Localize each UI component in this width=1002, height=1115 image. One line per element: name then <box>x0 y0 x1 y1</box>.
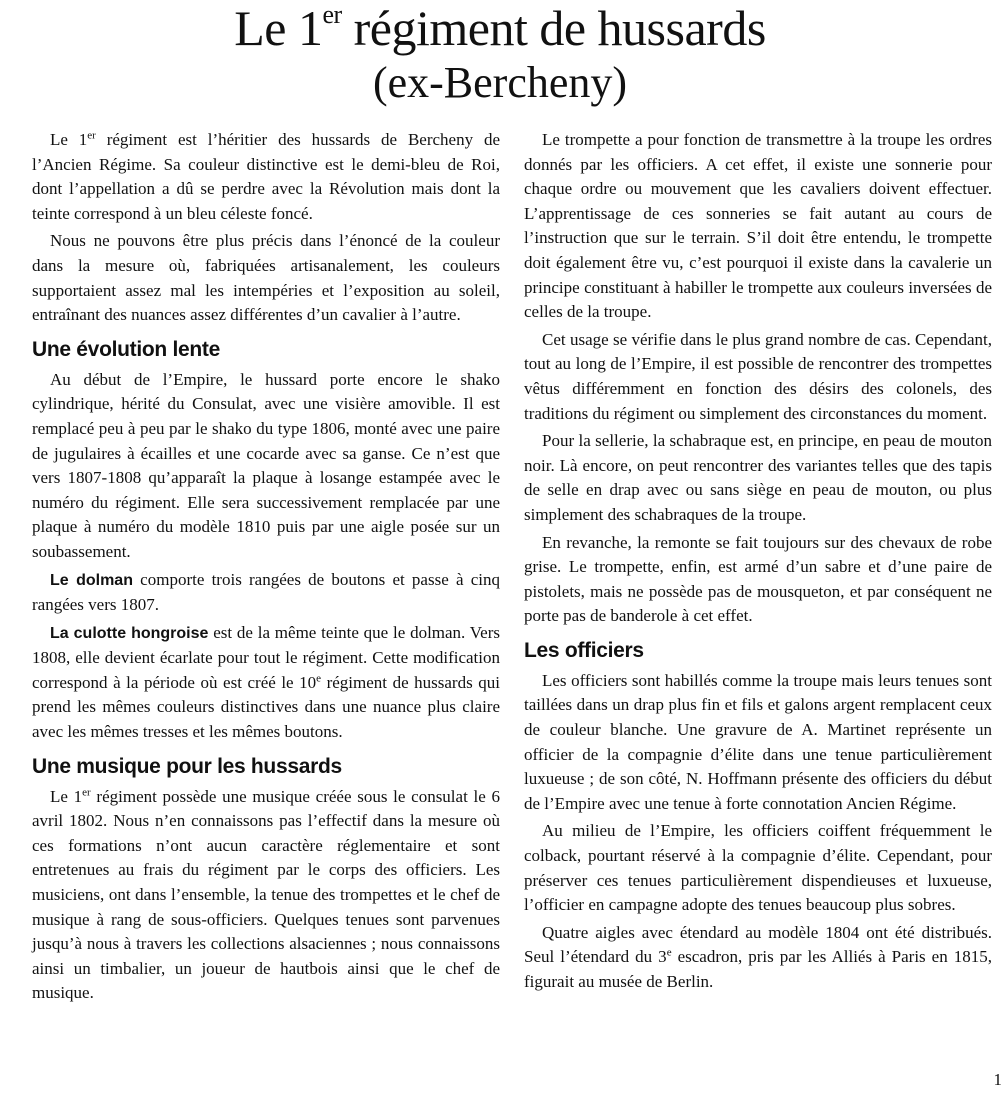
superscript: er <box>87 129 96 142</box>
paragraph <box>32 785 500 1006</box>
section-heading: Une musique pour les hussards <box>32 754 342 778</box>
superscript: e <box>316 672 322 685</box>
text-run: Le 1 <box>50 786 83 806</box>
left-column <box>32 128 500 1009</box>
paragraph: Nous ne pouvons être plus précis dans l’énoncé de la couleur dans la mesure où, fabriquées artisanalement, les couleurs supportaient assez mal les intempéries et l’exposition au soleil, entraînant des nuances assez différentes d’un cavalier à l’autre. <box>32 231 500 325</box>
superscript: er <box>82 786 91 798</box>
paragraph <box>32 621 500 745</box>
bold-term: Le dolman <box>50 571 133 589</box>
paragraph: En revanche, la remonte se fait toujours sur des chevaux de robe grise. Le trompette, enfin, est armé d’un sabre et d’une paire de pistolets, mais ne possède pas de mousqueton, et par conséquent ne porte pas de banderole à cet effet. <box>524 532 992 626</box>
text-run: régiment de hussards qui prend les mêmes couleurs distinctives dans une nuance plus claire avec les mêmes tresses et les mêmes boutons. <box>32 672 500 742</box>
superscript: e <box>666 946 672 959</box>
paragraph <box>32 568 500 618</box>
paragraph: Au début de l’Empire, le hussard porte encore le shako cylindrique, hérité du Consulat, avec une visière amovible. Il est remplacé peu à peu par le shako du type 1806, monté avec une paire de jugulaires à écailles et une cocarde avec sa ganse. Ce n’est que vers 1807-1808 qu’apparaît la plaque à losange estampée avec le numéro du régiment. Elle sera successivement remplacée par une plaque à numéro du modèle 1810 puis par une aigle posée sur un soubassement. <box>32 369 500 561</box>
title-prefix: Le 1 <box>234 0 323 56</box>
text-run: régiment est l’héritier des hussards de Bercheny de l’Ancien Régime. Sa couleur distinctive est le demi-bleu de Roi, dont l’appellation a dû se perdre avec la Révolution mais dont la teinte correspond à un bleu céleste foncé. <box>32 130 500 223</box>
text-run: Le 1 <box>50 130 88 149</box>
text-run: régiment possède une musique créée sous le consulat le 6 avril 1802. Nous n’en connaissons pas l’effectif dans la mesure où ces formations n’ont aucun caractère réglementaire et sont entretenues au frais du régiment par le corps des officiers. Les musiciens, ont dans l’ensemble, la tenue des trompettes et le chef de musique à rang de sous-officiers. Quelques tenues sont parvenues jusqu’à nous à travers les collections alsaciennes ; nous connaissons ainsi un timbalier, un joueur de hautbois ainsi que le chef de musique. <box>32 786 500 1003</box>
text-run: comporte trois rangées de boutons et passe à cinq rangées vers 1807. <box>32 569 500 615</box>
title-suffix: régiment de hussards <box>341 0 766 56</box>
page-title <box>0 0 1000 56</box>
right-column <box>524 128 992 998</box>
paragraph: Les officiers sont habillés comme la troupe mais leurs tenues sont taillées dans un drap plus fin et fils et galons argent remplacent ceux de couleur blanche. Une gravure de A. Martinet représente un officier de la compagnie d’élite dans une tenue particulièrement luxueuse ; de son côté, N. Hoffmann présente des officiers du début de l’Empire avec une tenue à forte connotation Ancien Régime. <box>524 670 992 813</box>
page-subtitle: (ex-Bercheny) <box>372 58 628 107</box>
section-heading: Une évolution lente <box>32 337 220 361</box>
text-run: est de la même teinte que le dolman. Vers 1808, elle devient écarlate pour tout le régiment. Cette modification correspond à la période où est créé le 10 <box>32 622 501 692</box>
section-heading: Les officiers <box>524 638 644 662</box>
bold-term: La culotte hongroise <box>50 624 209 642</box>
paragraph <box>32 128 500 226</box>
text-run: escadron, pris par les Alliés à Paris en 1815, figurait au musée de Berlin. <box>524 947 992 991</box>
paragraph: Cet usage se vérifie dans le plus grand nombre de cas. Cependant, tout au long de l’Empire, il est possible de rencontrer des trompettes vêtus différemment en fonction des désirs des colonels, des traditions du régiment ou simplement des circonstances du moment. <box>524 329 992 423</box>
page-number: 1 <box>993 1070 1002 1089</box>
text-run: Quatre aigles avec étendard au modèle 1804 ont été distribués. Seul l’étendard du 3 <box>524 922 992 967</box>
paragraph: Au milieu de l’Empire, les officiers coiffent fréquemment le colback, pourtant réservé à la compagnie d’élite. Cependant, pour préserver ces tenues particulièrement dispendieuses et luxueuse, l’officier en campagne adopte des tenues beaucoup plus sobres. <box>524 821 992 915</box>
paragraph: Pour la sellerie, la schabraque est, en principe, en peau de mouton noir. Là encore, on peut rencontrer des variantes telles que des tapis de selle en drap avec ou sans siège en peau de mouton, ou plus simplement des schabraques de la troupe. <box>524 431 992 524</box>
paragraph: Le trompette a pour fonction de transmettre à la troupe les ordres donnés par les officiers. A cet effet, il existe une sonnerie pour chaque ordre ou mouvement que les cavaliers doivent effectuer. L’apprentissage de ces sonneries se fait autant au cours de l’instruction que sur le terrain. S’il doit être entendu, le trompette doit également être vu, c’est pourquoi il existe dans la cavalerie un principe constituant à habiller le trompette aux couleurs inversées de celles de la troupe. <box>524 130 992 322</box>
title-superscript: er <box>322 0 342 29</box>
paragraph <box>524 921 992 995</box>
